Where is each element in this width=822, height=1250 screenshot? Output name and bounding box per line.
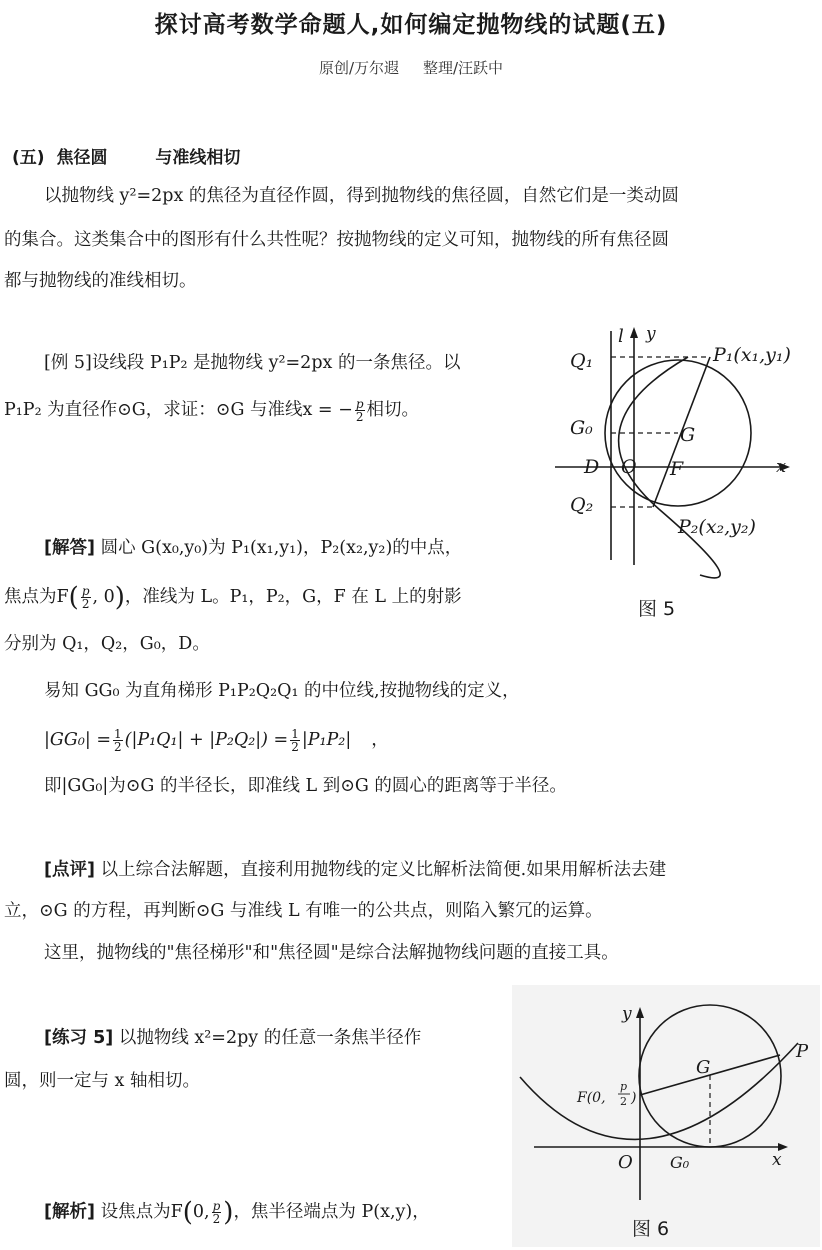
example-line-2-text: P₁P₂ 为直径作⊙G，求证：⊙G 与准线x = − [4, 400, 353, 420]
label-p1: P₁(x₁,y₁) [713, 344, 791, 366]
analysis-line: [解析] 设焦点为F(0, $\frac{p}{2}$ )，焦半径端点为 P(x,y)， [44, 1197, 430, 1228]
analysis-prefix: 设焦点为F [100, 1202, 183, 1222]
solution-line-1 [44, 537, 462, 559]
label-y: y [646, 324, 656, 344]
analysis-tag: [解析] [44, 1202, 95, 1222]
solution-tag: [解答] [44, 538, 95, 558]
exercise-line-1-text: 以抛物线 x²=2py 的任意一条焦半径作 [118, 1028, 422, 1048]
svg-text:F(0,: F(0, [577, 1090, 606, 1106]
fraction-p-over-2: $\frac{p}{2}$ [212, 1199, 221, 1226]
solution-line-4: 易知 GG₀ 为直角梯形 P₁P₂Q₂Q₁ 的中位线,按抛物线的定义， [44, 681, 520, 701]
figure-6-caption: 图 6 [632, 1218, 670, 1240]
label-g0: G₀ [570, 417, 593, 439]
review-line-1 [44, 859, 666, 881]
label-p2: P₂(x₂,y₂) [678, 516, 756, 538]
label-l: l [618, 326, 624, 347]
label-o: O [621, 456, 637, 478]
solution-line-1-text: 圆心 G(x₀,y₀)为 P₁(x₁,y₁)，P₂(x₂,y₂)的中点， [100, 538, 463, 558]
example-line-1: [例 5]设线段 P₁P₂ 是抛物线 y²=2px 的一条焦径。以 [44, 353, 461, 373]
review-line-2: 立，⊙G 的方程，再判断⊙G 与准线 L 有唯一的公共点，则陷入繁冗的运算。 [4, 901, 603, 921]
label-x: x [772, 1150, 782, 1170]
review-line-1-text: 以上综合法解题，直接利用抛物线的定义比解析法简便.如果用解析法去建 [100, 860, 667, 880]
solution-line-2-prefix: 焦点为F [4, 587, 69, 607]
label-g: G [696, 1057, 711, 1078]
intro-line-3: 都与抛物线的准线相切。 [4, 271, 197, 291]
author-line [0, 57, 822, 78]
section-desc: 与准线相切 [155, 148, 241, 168]
figure-5-caption: 图 5 [638, 598, 676, 620]
label-g0: G₀ [670, 1153, 690, 1172]
section-name: 焦径圆 [56, 148, 108, 168]
editor: 整理/汪跃中 [423, 59, 504, 77]
intro-line-1: 以抛物线 y²=2px 的焦径为直径作圆，得到抛物线的焦径圆，自然它们是一类动圆 [44, 186, 679, 206]
fraction-one-half-2: $\frac{1}{2}$ [291, 727, 299, 754]
solution-line-2-text: ，准线为 L。P₁，P₂，G，F 在 L 上的射影 [124, 587, 462, 607]
label-o: O [618, 1152, 633, 1173]
analysis-text: ，焦半径端点为 P(x,y)， [233, 1202, 430, 1222]
document-title: 探讨高考数学命题人,如何编定抛物线的试题(五) [154, 12, 668, 38]
figure-5 [550, 315, 822, 635]
solution-formula: |GG₀| = $\frac{1}{2}$ (|P₁Q₁| + |P₂Q₂|) = $\frac{1}{2}$ |P₁P₂| ， [44, 727, 389, 754]
solution-line-6: 即|GG₀|为⊙G 的半径长，即准线 L 到⊙G 的圆心的距离等于半径。 [44, 776, 567, 796]
label-g: G [680, 424, 696, 446]
fraction-p-over-2: $\frac{p}{2}$ [81, 584, 90, 611]
solution-line-3: 分别为 Q₁，Q₂，G₀，D。 [4, 634, 210, 654]
label-q2: Q₂ [570, 494, 594, 516]
svg-text:2: 2 [620, 1095, 627, 1108]
exercise-line-2: 圆，则一定与 x 轴相切。 [4, 1071, 200, 1091]
example-line-2 [4, 398, 419, 423]
review-tag: [点评] [44, 860, 95, 880]
section-number: (五) [12, 148, 45, 168]
section-heading [12, 143, 240, 168]
svg-text:): ) [631, 1090, 637, 1106]
fraction-one-half: $\frac{1}{2}$ [114, 727, 122, 754]
figure-6 [512, 985, 820, 1247]
label-q1: Q₁ [570, 350, 594, 372]
fraction-p-over-2: $\frac{p}{2}$ [355, 397, 364, 424]
intro-line-2: 的集合。这类集合中的图形有什么共性呢？按抛物线的定义可知，抛物线的所有焦径圆 [4, 230, 669, 250]
exercise-line-1 [44, 1027, 421, 1049]
label-x: x [776, 456, 787, 477]
figure-6-background [512, 985, 820, 1247]
original-author: 原创/万尔遐 [318, 59, 399, 77]
example-line-2-tail: 相切。 [366, 400, 419, 420]
label-f: F [670, 458, 684, 480]
label-d: D [584, 456, 600, 478]
label-y: y [622, 1004, 632, 1024]
label-p: P [796, 1041, 809, 1062]
solution-line-2: 焦点为F( $\frac{p}{2}$ , 0)，准线为 L。P₁，P₂，G，F 在 L 上的射影 [4, 582, 462, 613]
exercise-tag: [练习 5] [44, 1028, 114, 1048]
svg-text:p: p [620, 1080, 628, 1093]
review-line-3: 这里，抛物线的"焦径梯形"和"焦径圆"是综合法解抛物线问题的直接工具。 [44, 943, 619, 963]
